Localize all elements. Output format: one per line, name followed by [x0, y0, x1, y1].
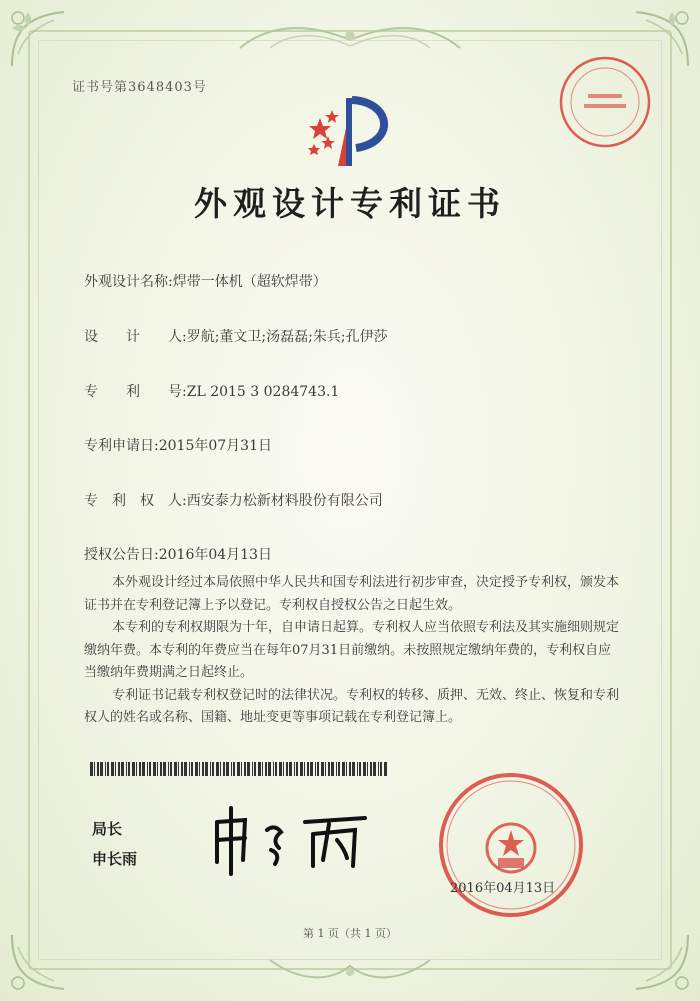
field-label: 专 利 号: [84, 384, 187, 400]
field-value: ZL 2015 3 0284743.1 [186, 384, 340, 400]
field-value: 西安泰力松新材料股份有限公司 [186, 493, 383, 509]
director-name: 申长雨 [92, 850, 138, 868]
certificate-title: 外观设计专利证书 [194, 184, 506, 223]
field-grant-date [84, 544, 272, 564]
field-value: 2016年04月13日 [158, 547, 272, 563]
page-footer: 第 1 页（共 1 页） [303, 927, 397, 940]
director-title: 局长 [92, 820, 123, 838]
top-ornament-icon [230, 18, 470, 58]
corner-ornament-icon [4, 4, 74, 74]
state-seal-icon [426, 770, 596, 920]
barcode-icon [90, 762, 390, 776]
field-label: 专 利 权 人: [84, 493, 187, 509]
seal-date: 2016年04月13日 [450, 881, 556, 896]
field-value: 罗航;董文卫;汤磊磊;朱兵;孔伊莎 [186, 329, 388, 345]
field-value: 2015年07月31日 [158, 438, 272, 454]
field-patent-number [84, 381, 339, 401]
field-value: 焊带一体机（超软焊带） [172, 274, 327, 290]
certificate-body [84, 572, 624, 730]
field-label: 专利申请日: [84, 438, 159, 454]
field-filing-date [84, 435, 272, 455]
field-patentee [84, 490, 383, 510]
body-paragraph: 专利证书记载专利权登记时的法律状况。专利权的转移、质押、无效、终止、恢复和专利权人的姓名或名称、国籍、地址变更等事项记载在专利登记簿上。 [84, 687, 620, 725]
field-design-name [84, 271, 327, 291]
local-office-stamp-icon [556, 54, 654, 150]
field-label: 外观设计名称: [84, 274, 173, 290]
patent-office-logo-icon [300, 88, 410, 170]
director-signature-icon [205, 800, 380, 880]
bottom-ornament-icon [260, 952, 440, 988]
body-paragraph: 本专利的专利权期限为十年，自申请日起算。专利权人应当依照专利法及其实施细则规定缴纳年费。本专利的年费应当在每年07月31日前缴纳。未按照规定缴纳年费的，专利权自应当缴纳年费期满之日起终止。 [84, 620, 620, 680]
field-designers [84, 326, 388, 346]
certificate-number: 证书号第3648403号 [72, 80, 207, 95]
field-label: 设 计 人: [84, 329, 187, 345]
field-label: 授权公告日: [84, 547, 159, 563]
body-paragraph: 本外观设计经过本局依照中华人民共和国专利法进行初步审查，决定授予专利权，颁发本证书并在专利登记簿上予以登记。专利权自授权公告之日起生效。 [84, 575, 620, 613]
